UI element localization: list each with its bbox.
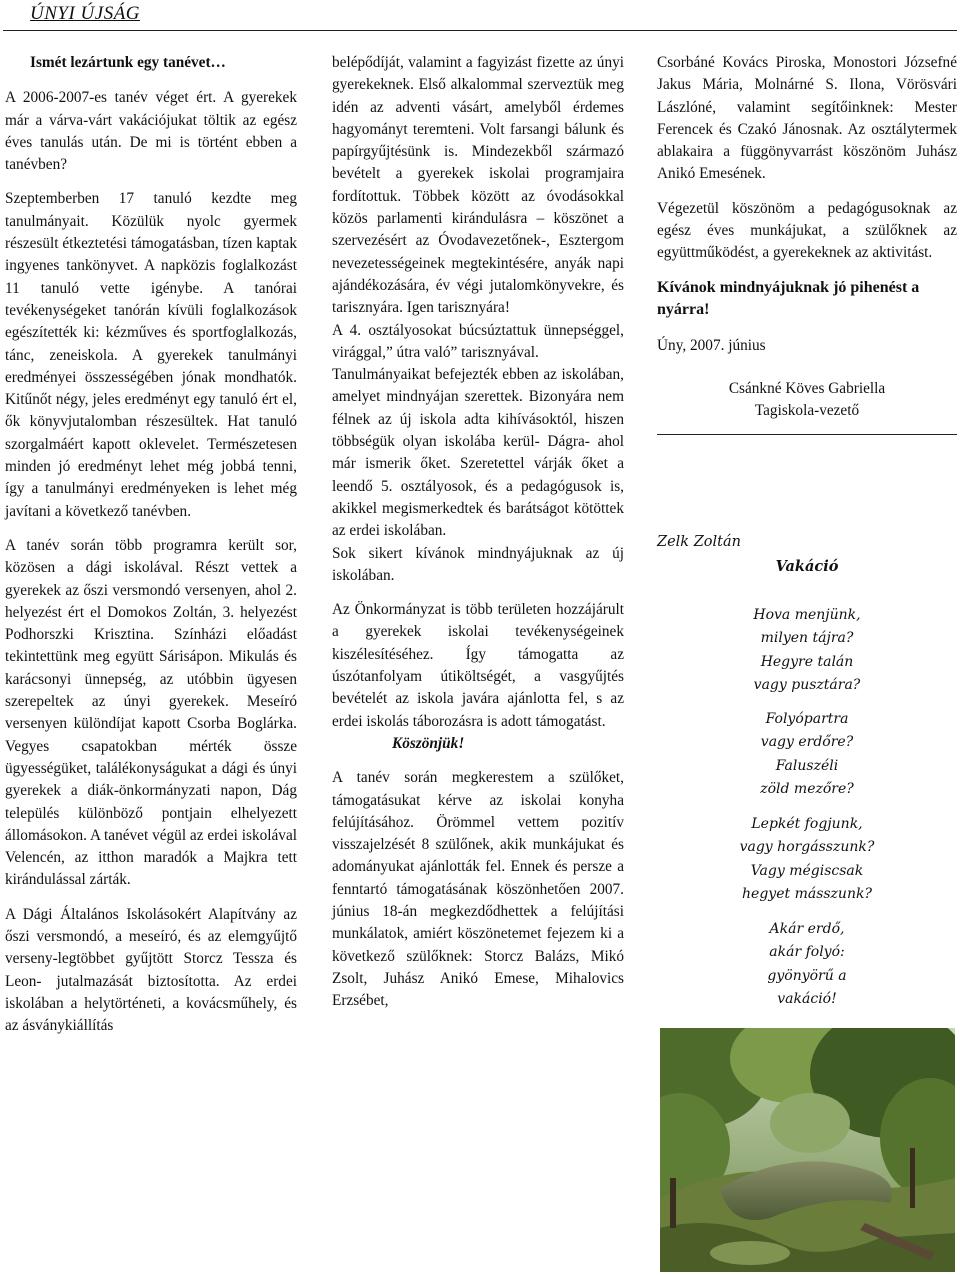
poem-line: vagy erdőre? (760, 734, 854, 751)
poem-line: Akár erdő, (769, 921, 845, 937)
poem-stanza (707, 813, 907, 906)
signature-name: Csánkné Köves Gabriella (728, 379, 886, 397)
poem-line: Lepkét fogjunk, (751, 816, 863, 832)
forest-creek-photo (660, 1028, 955, 1272)
poem-line: zöld mezőre? (760, 780, 854, 797)
section-divider (657, 434, 957, 435)
paragraph: Végezetül köszönöm a pedagógusoknak az egész éves munkájukat, a szülőknek az együttműködést, a gyerekeknek az aktivitást. (657, 199, 957, 262)
poem-line: Hova menjünk, (753, 607, 861, 623)
article-column-2 (332, 52, 624, 1012)
paragraph: A tanév során megkerestem a szülőket, támogatásukat kérve az iskolai konyha felújításához. Örömmel vettem pozitív visszajelzését 8 szülőnek, akik munkájukat és adományukat ajánlották fel. Ennek és persze a fenntartó támogatásának köszönhetően 2007. június 18-án megkezdődhettek a felújítási munkálatok, amiért köszönetemet fejezem ki a következő szülőknek: Storcz Balázs, Mikó Zsolt, Juhász Anikó Emese, Mihalovics Erzsébet, (332, 769, 624, 1010)
poem-line: Hegyre talán (760, 653, 854, 670)
poem-line: Folyópartra (765, 711, 849, 727)
paragraph: Szeptemberben 17 tanuló kezdte meg tanulmányait. Közülük nyolc gyermek részesült étkeztetési támogatásban, tízen kaptak ingyenes tankönyvet. A napközis foglalkozást 11 tanuló vette igénybe. A tanórai tevékenységeket tanórán kívüli foglalkozások egészítették ki: kézműves és sportfoglalkozás, tánc, zeneiskola. A gyerekek tanulmányi eredményei összességében jónak mondhatók. Kitűnőt négy, jeles eredményt egy tanuló ért el, ők könyvjutalomban részesültek. Hat tanuló szorgalmáért kapott oklevelet. Természetesen minden jó eredményt lehet még jobbá tenni, így a tanulmányi eredményeken is lehet még javítani a következő tanévben. (5, 190, 297, 520)
poem-line: hegyet másszunk? (742, 885, 872, 902)
signature-role: Tagiskola-vezető (754, 401, 860, 419)
poem-stanza (707, 708, 907, 801)
poem-stanza (707, 604, 907, 697)
paragraph: A tanév során több programra került sor, közösen a dági iskolával. Részt vettek a gyerekek az őszi versmondó versenyen, ahol 2. helyezést ért el Domokos Zoltán, 3. helyezést Podhorszki Krisztina. Színházi előadást tekintettünk meg együtt Sárisápon. Mikulás és karácsonyi ünnepség, az utóbbin ügyesen szerepeltek az únyi gyerekek. Meseíró versenyen különdíjat kapott Csorba Boglárka. Vegyes csapatokban mérték össze ügyességüket, találékonyságukat a dági és únyi gyerekek a diák-önkormányzati napon, Dág település különböző pontjain elhelyezett állomásokon. A tanévet végül az erdei iskolával Velencén, az itthon maradók a Majkra tett kirándulással zárták. (5, 536, 297, 889)
paragraph: A 2006-2007-es tanév véget ért. A gyerekek már a várva-várt vakációjukat töltik az egész éves tanulás után. De mi is történt ebben a tanévben? (5, 89, 297, 174)
masthead (0, 0, 960, 32)
paragraph: A 4. osztályosokat búcsúztattuk ünnepséggel, virággal,” útra való” tarisznyával. (332, 321, 624, 361)
poem-author: Zelk Zoltán (657, 534, 741, 550)
poem-line: akár folyó: (769, 944, 845, 961)
poem-line: Faluszéli (775, 757, 839, 774)
paragraph: Tanulmányaikat befejezték ebben az iskolában, amelyet mindnyájan szerettek. Bizonyára nem félnek az új iskola adta kihívásoktól, hiszen többségük olyan iskolába kerül- Dágra- ahol már ismerik őket. Szeretettel várják őket a leendő 5. osztályosok, és a pedagógusok is, akikkel megismerkedtek és barátságot kötöttek az erdei iskolában. (332, 366, 624, 540)
poem-line: vagy pusztára? (753, 676, 861, 693)
dateline: Úny, 2007. június (657, 337, 766, 355)
paragraph: A Dági Általános Iskolásokért Alapítvány az őszi versmondó, a meseíró, és az elemgyűjtő verseny-legtöbbet gyűjtött Storcz Tessza és Leon- jutalmazását biztosította. Az erdei iskolában a helytörténeti, a kovácsműhely, és az ásványkiállítás (5, 905, 297, 1035)
poem-line: milyen tájra? (760, 630, 854, 647)
poem-line: gyönyörű a (767, 967, 847, 984)
poem-title: Vakáció (775, 558, 839, 575)
poem-stanza (707, 918, 907, 1011)
closing-wish: Kívánok mindnyájuknak jó pihenést a nyárra! (657, 278, 920, 318)
paragraph: belépődíját, valamint a fagyizást fizette az únyi gyerekeknek. Első alkalommal szerveztük meg idén az adventi vásárt, amelyből érdemes hagyományt teremteni. Volt farsangi bálunk és papírgyűjtésünk is. Mindezekből származó bevételt a gyerekek iskolai programjaira fordítottuk. Többek között az óvodásokkal közös parlamenti kirándulásra – köszönet a szervezésért az Óvodavezetőnek-, Esztergom nevezetességeinek megtekintésére, anyák napi ajándékozására, év végi jutalomkönyvekre, és tarisznyára. Igen tarisznyára! (332, 54, 624, 317)
masthead-divider (3, 30, 957, 31)
article-column-3 (657, 52, 957, 435)
poem-line: Vagy mégiscsak (750, 862, 864, 879)
poem-line: vakáció! (777, 990, 837, 1007)
thanks-line: Köszönjük! (392, 734, 465, 752)
article-title: Ismét lezártunk egy tanévet… (30, 54, 226, 71)
paragraph: Sok sikert kívánok mindnyájuknak az új iskolában. (332, 544, 624, 584)
article-column-1 (5, 52, 297, 1037)
paragraph: Csorbáné Kovács Piroska, Monostori Józsefné Jakus Mária, Molnárné S. Ilona, Vörösvári Lászlóné, valamint segítőinknek: Mester Ferencek és Czakó Jánosnak. Az osztálytermek ablakaira a függönyvarrást köszönöm Juhász Anikó Emesének. (657, 54, 957, 183)
newspaper-title: ÚNYI ÚJSÁG (30, 3, 141, 24)
paragraph: Az Önkormányzat is több területen hozzájárult a gyerekek iskolai tevékenységeinek kiszélesítéséhez. Így támogatta az úszótanfolyam útiköltségét, a vasgyűjtés bevételét az iskola javára ajánlotta fel, s az erdei iskolás táborozásra is adott támogatást. (332, 601, 624, 730)
poem-line: vagy horgásszunk? (739, 839, 875, 856)
